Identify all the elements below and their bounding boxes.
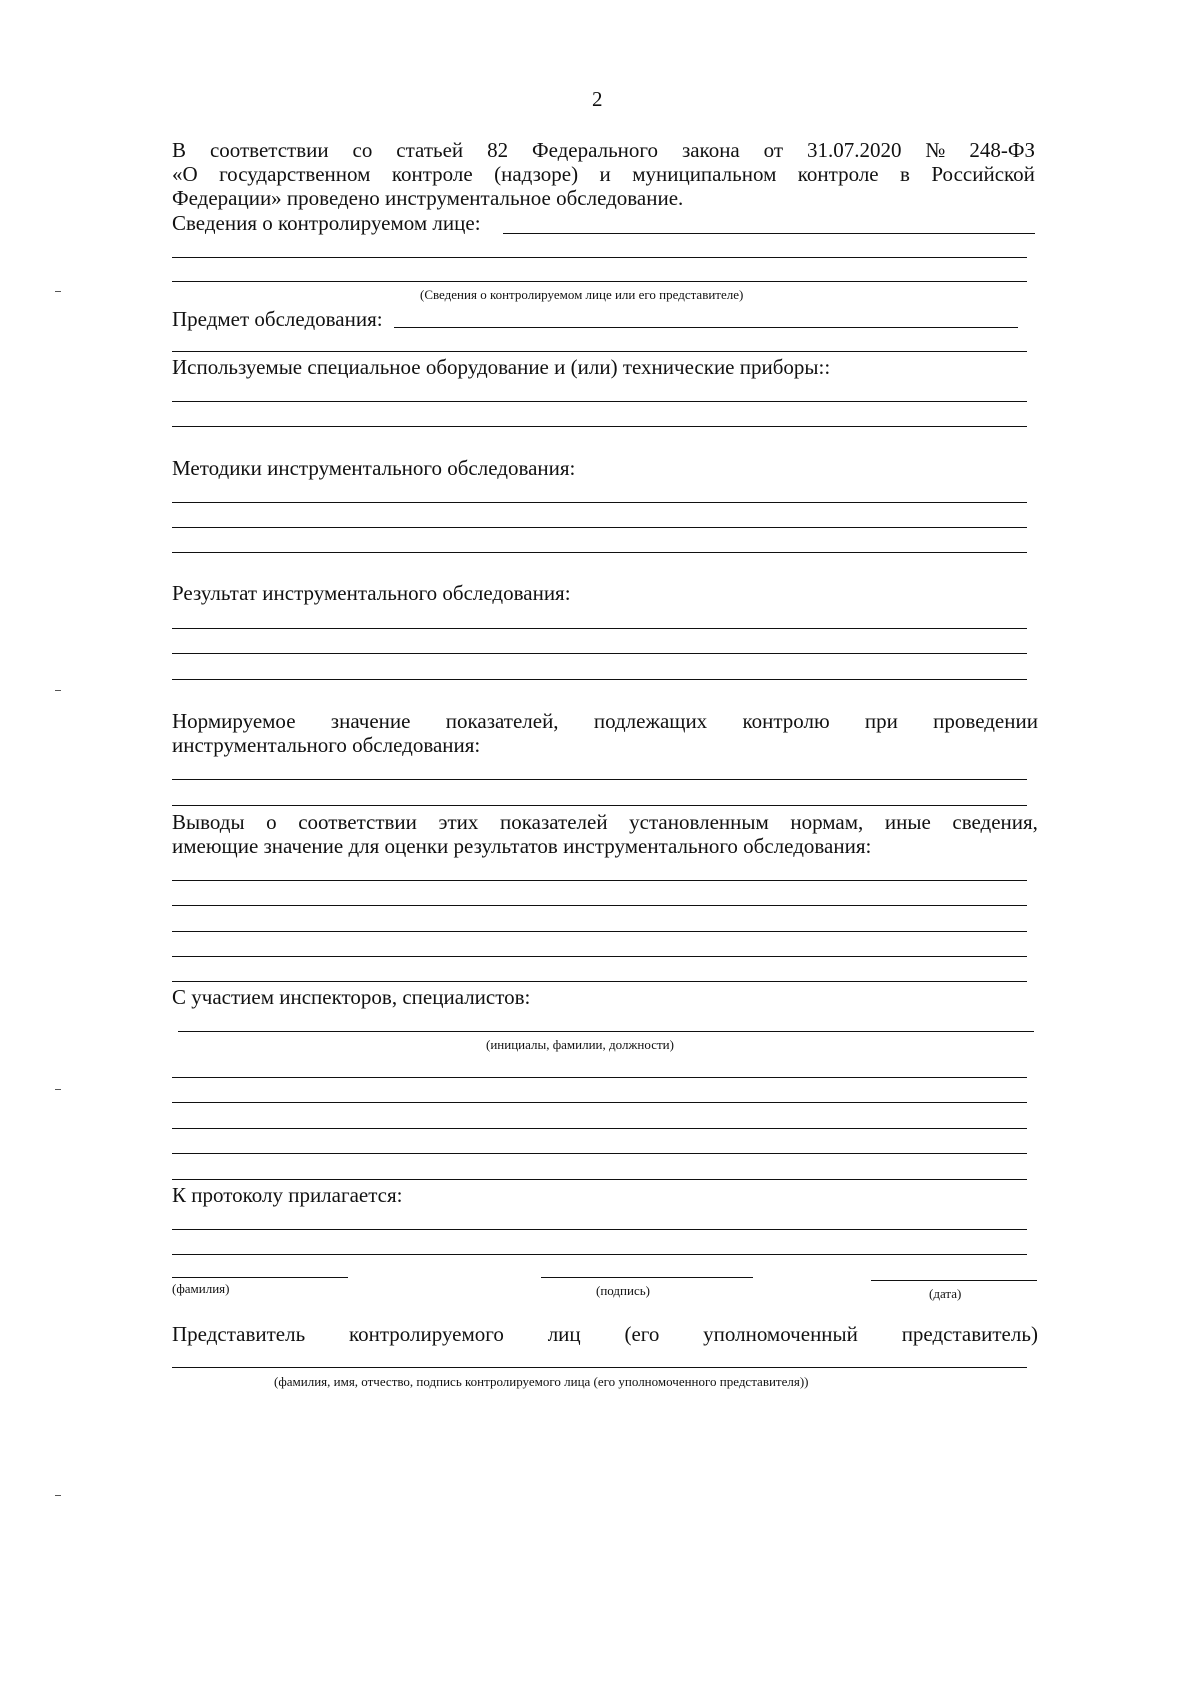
fill-line <box>172 981 1027 982</box>
conclusions-line-2: имеющие значение для оценки результатов инструментального обследования: <box>172 834 872 858</box>
fill-line <box>172 931 1027 932</box>
normative-line-2: инструментального обследования: <box>172 733 481 757</box>
surname-line <box>172 1277 348 1278</box>
fill-line <box>172 1102 1027 1103</box>
date-caption: (дата) <box>929 1286 962 1301</box>
fill-line <box>172 1153 1027 1154</box>
fill-line <box>172 805 1027 806</box>
methods-label: Методики инструментального обследования: <box>172 456 576 480</box>
fill-line <box>172 552 1027 553</box>
subject-label: Предмет обследования: <box>172 307 383 331</box>
word: (его <box>624 1322 660 1346</box>
word: 31.07.2020 <box>807 138 902 162</box>
word: нормам, <box>790 810 864 834</box>
fill-line <box>172 426 1027 427</box>
word: контроле <box>391 162 473 186</box>
word: подлежащих <box>593 709 708 733</box>
word: 248-ФЗ <box>969 138 1035 162</box>
word: государственном <box>219 162 371 186</box>
fill-line <box>172 281 1027 282</box>
word: со <box>352 138 373 162</box>
word: показателей <box>500 810 608 834</box>
word: в <box>900 162 910 186</box>
word: этих <box>438 810 479 834</box>
word: показателей, <box>445 709 559 733</box>
word: 82 <box>487 138 509 162</box>
word: Федерального <box>531 138 659 162</box>
word: Нормируемое <box>172 709 296 733</box>
normative-line-1 <box>172 708 1038 734</box>
intro-line-3: Федерации» проведено инструментальное обследование. <box>172 186 684 210</box>
fill-line <box>172 628 1027 629</box>
word: сведения, <box>952 810 1038 834</box>
fill-line <box>172 257 1027 258</box>
word: иные <box>884 810 931 834</box>
conclusions-line-1 <box>172 809 1038 835</box>
fill-line <box>394 327 1018 328</box>
signature-caption: (подпись) <box>596 1283 650 1298</box>
word: Выводы <box>172 810 245 834</box>
representative-caption: (фамилия, имя, отчество, подпись контролируемого лица (его уполномоченного представителя)) <box>274 1374 809 1389</box>
intro-line-1 <box>172 137 1035 163</box>
word: контролю <box>742 709 830 733</box>
word: о <box>266 810 277 834</box>
fill-line <box>172 679 1027 680</box>
fill-line <box>172 502 1027 503</box>
attachments-label: К протоколу прилагается: <box>172 1183 403 1207</box>
signature-line <box>541 1277 753 1278</box>
word: статьей <box>396 138 464 162</box>
participants-label: С участием инспекторов, специалистов: <box>172 985 531 1009</box>
controlled-person-caption: (Сведения о контролируемом лице или его представителе) <box>420 287 744 302</box>
fill-line <box>172 401 1027 402</box>
date-line <box>871 1280 1037 1281</box>
word: от <box>763 138 784 162</box>
scan-mark <box>55 1089 61 1090</box>
word: Представитель <box>172 1322 306 1346</box>
controlled-person-label: Сведения о контролируемом лице: <box>172 211 481 235</box>
word: представитель) <box>901 1322 1038 1346</box>
word: соответствии <box>209 138 329 162</box>
word: проведении <box>933 709 1038 733</box>
result-label: Результат инструментального обследования: <box>172 581 571 605</box>
fill-line <box>172 1179 1027 1180</box>
word: контролируемого <box>348 1322 504 1346</box>
word: Российской <box>931 162 1035 186</box>
fill-line <box>172 905 1027 906</box>
word: № <box>925 138 946 162</box>
word: лиц <box>547 1322 581 1346</box>
fill-line <box>172 1254 1027 1255</box>
word: закона <box>681 138 740 162</box>
intro-line-2 <box>172 161 1035 187</box>
word: «О <box>172 162 198 186</box>
word: муниципальном <box>632 162 777 186</box>
word: соответствии <box>298 810 417 834</box>
fill-line <box>172 1367 1027 1368</box>
scan-mark <box>55 690 61 691</box>
participants-caption: (инициалы, фамилии, должности) <box>486 1037 674 1052</box>
word: (надзоре) <box>494 162 579 186</box>
fill-line <box>172 1077 1027 1078</box>
equipment-label: Используемые специальное оборудование и (или) технические приборы:: <box>172 355 831 379</box>
word: при <box>864 709 898 733</box>
fill-line <box>172 956 1027 957</box>
fill-line <box>503 233 1035 234</box>
fill-line <box>172 880 1027 881</box>
word: В <box>172 138 187 162</box>
fill-line <box>172 351 1027 352</box>
word: установленным <box>629 810 769 834</box>
scan-mark <box>55 291 61 292</box>
fill-line <box>172 653 1027 654</box>
fill-line <box>178 1031 1034 1032</box>
fill-line <box>172 779 1027 780</box>
page-number: 2 <box>592 87 603 111</box>
fill-line <box>172 1229 1027 1230</box>
word: и <box>599 162 611 186</box>
fill-line <box>172 1128 1027 1129</box>
fill-line <box>172 527 1027 528</box>
word: уполномоченный <box>703 1322 858 1346</box>
word: контроле <box>797 162 879 186</box>
surname-caption: (фамилия) <box>172 1281 230 1296</box>
word: значение <box>330 709 411 733</box>
scan-mark <box>55 1495 61 1496</box>
representative-line <box>172 1321 1038 1347</box>
